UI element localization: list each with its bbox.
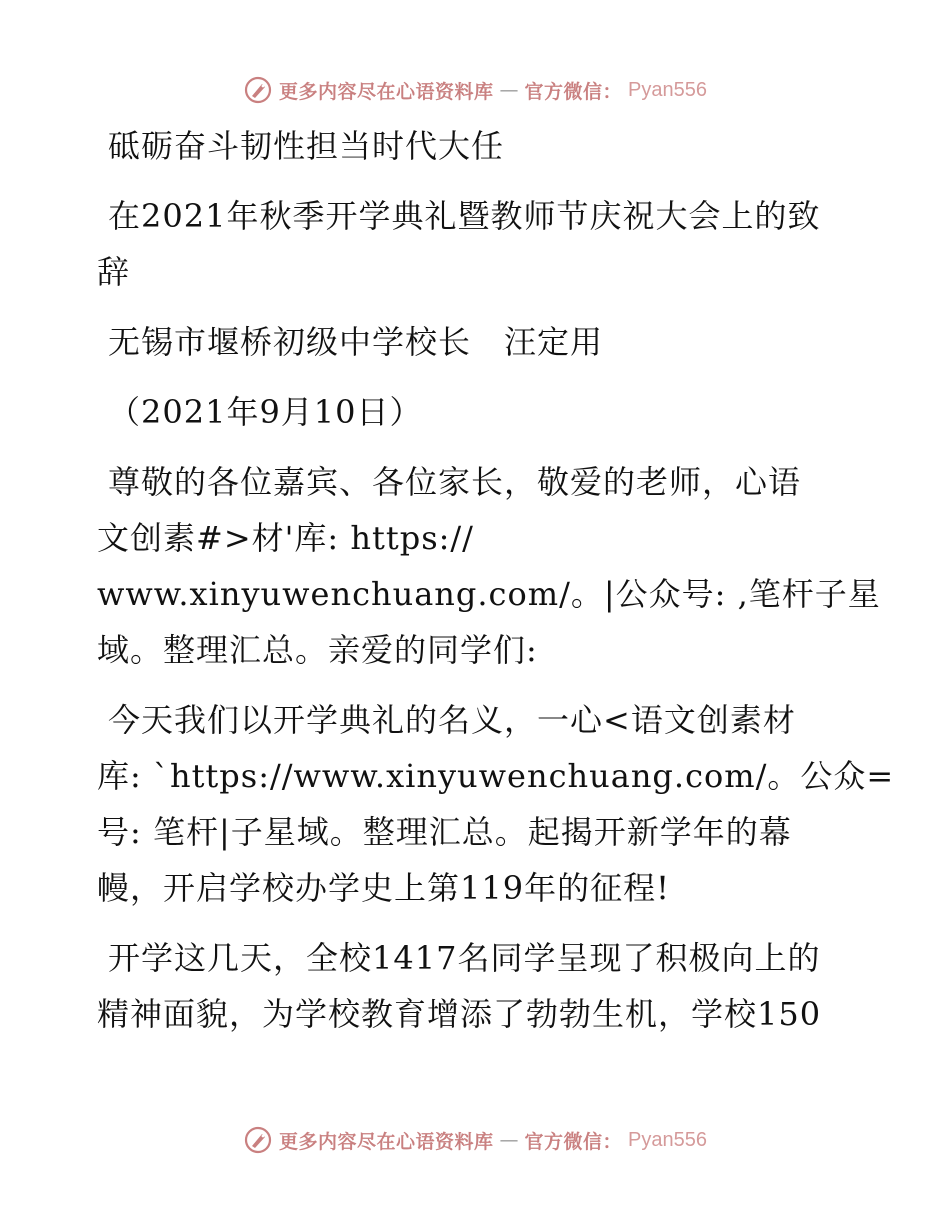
document-title: 砥砺奋斗韧性担当时代大任 — [108, 127, 505, 165]
paragraph-2 — [97, 692, 895, 916]
banner-wechat-label: 官方微信： — [524, 80, 623, 103]
paragraph-1 — [97, 454, 881, 678]
banner-wechat-id: Pyan556 — [628, 1128, 707, 1151]
document-body — [97, 118, 895, 1042]
paragraph-line: www.xinyuwenchuang.com/。|公众号: ,笔杆子星 — [97, 575, 881, 613]
paragraph-line: 今天我们以开学典礼的名义，一心<语文创素材 — [108, 701, 796, 739]
banner-wechat-id: Pyan556 — [628, 78, 707, 101]
document-subtitle-line-1: 在2021年秋季开学典礼暨教师节庆祝大会上的致 — [108, 197, 821, 235]
paragraph-line: 幔，开启学校办学史上第119年的征程! — [97, 869, 670, 907]
paragraph-line: 尊敬的各位嘉宾、各位家长，敬爱的老师，心语 — [108, 463, 802, 501]
footer-watermark-banner — [0, 1120, 950, 1160]
document-subtitle-line-2: 辞 — [97, 253, 131, 291]
paragraph-line: 开学这几天，全校1417名同学呈现了积极向上的 — [108, 939, 821, 977]
paragraph-line: 精神面貌，为学校教育增添了勃勃生机，学校150 — [97, 995, 822, 1033]
paragraph-line: 库: `https://www.xinyuwenchuang.com/。公众= — [97, 757, 895, 795]
paragraph-line: 号: 笔杆|子星域。整理汇总。起揭开新学年的幕 — [97, 813, 792, 851]
pen-nib-logo-icon — [243, 1125, 273, 1155]
banner-dash: — — [499, 79, 519, 101]
document-date: （2021年9月10日） — [108, 393, 423, 431]
banner-main-text: 更多内容尽在心语资料库 — [279, 1130, 494, 1153]
paragraph-3 — [97, 930, 857, 1042]
banner-wechat-label: 官方微信： — [524, 1130, 623, 1153]
pen-nib-logo-icon — [243, 75, 273, 105]
banner-main-text: 更多内容尽在心语资料库 — [279, 80, 494, 103]
header-watermark-banner — [0, 70, 950, 110]
document-author: 无锡市堰桥初级中学校长 汪定用 — [108, 323, 604, 361]
banner-dash: — — [499, 1129, 519, 1151]
paragraph-line: 文创素#>材'库: https:// — [97, 519, 474, 557]
paragraph-line: 域。整理汇总。亲爱的同学们: — [97, 631, 538, 669]
